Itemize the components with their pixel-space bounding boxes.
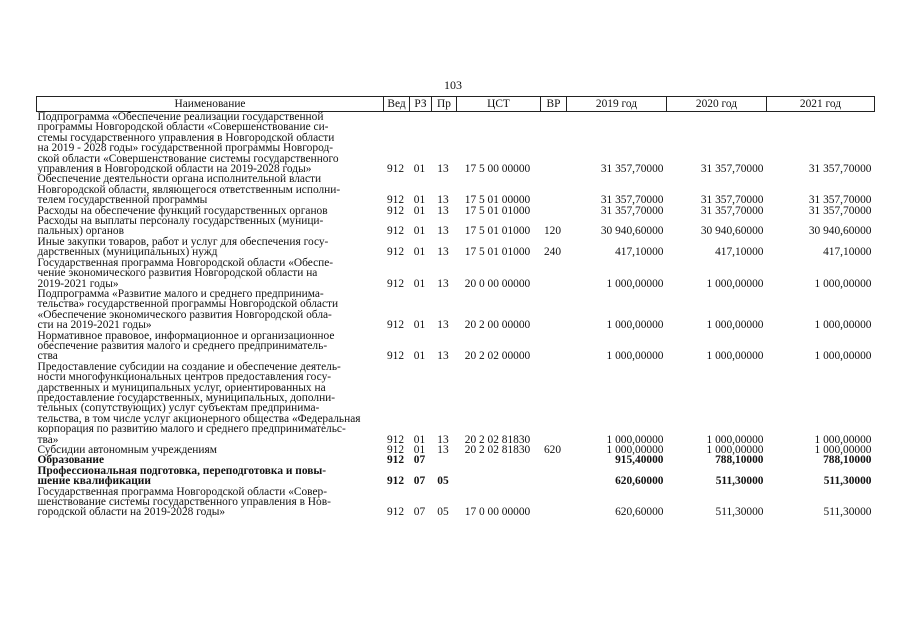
row-name-line: дарственных (муниципальных) нужд (37, 246, 218, 259)
row-vr: 120 (543, 225, 562, 238)
row-name-line: обеспечение развития малого и среднего предприниматель- (37, 339, 328, 352)
row-pr: 13 (437, 194, 449, 207)
row-ved: 912 (386, 194, 405, 207)
row-vr (541, 289, 567, 331)
table-row (37, 112, 875, 175)
row-name-line: чение экономического развития Новгородской области на (37, 267, 318, 280)
row-amount-2021: 417,10000 (823, 246, 872, 259)
row-name-line: «Обеспечение экономического развития Новгородской обла- (37, 308, 332, 321)
row-name-line: Расходы на обеспечение функций государственных органов (37, 204, 328, 217)
row-amount-2019: 31 357,70000 (600, 163, 664, 176)
row-rz: 01 (413, 350, 426, 363)
col-vr-header: ВР (541, 97, 567, 112)
table-row (37, 174, 875, 205)
row-name-line: Обеспечение деятельности органа исполнительной власти (37, 173, 322, 186)
row-rz: 01 (413, 319, 426, 332)
row-amount-2020: 1 000,00000 (706, 350, 764, 363)
row-pr: 13 (437, 163, 449, 176)
table-row (37, 362, 875, 445)
row-name-line: 2019-2021 годы» (37, 277, 119, 290)
row-ved: 912 (386, 225, 405, 238)
row-amount-2021: 31 357,70000 (808, 194, 872, 207)
row-amount-2019: 620,60000 (615, 475, 664, 488)
row-cst (457, 455, 541, 465)
row-rz: 01 (413, 225, 426, 238)
row-cst: 17 5 01 00000 (464, 194, 531, 207)
row-name-line: программы Новгородской области «Совершенствование си- (37, 121, 329, 134)
row-name-line: ства (37, 350, 58, 363)
row-cst: 20 2 02 81830 (464, 444, 531, 456)
col-2021-header: 2021 год (767, 97, 875, 112)
row-name-line: Предоставление субсидии на создание и обеспечение деятель- (37, 360, 341, 373)
row-ved: 912 (386, 204, 405, 217)
row-name-line: тельных (сопутствующих) услуг субъектам предпринима- (37, 402, 320, 415)
col-name-header: Наименование (37, 97, 384, 112)
row-amount-2020: 511,30000 (715, 475, 764, 488)
row-rz: 01 (413, 246, 426, 259)
row-ved: 912 (386, 506, 405, 519)
row-name (37, 331, 384, 362)
row-amount-2020: 31 357,70000 (700, 204, 764, 217)
row-vr (541, 331, 567, 362)
row-amount-2020: 417,10000 (715, 246, 764, 259)
row-ved: 912 (386, 454, 405, 467)
row-vr: 620 (543, 444, 562, 456)
row-amount-2021: 1 000,00000 (814, 350, 872, 363)
table-row (37, 331, 875, 362)
col-2019-header: 2019 год (567, 97, 667, 112)
row-name-line: шенствование системы государственного управления в Нов- (37, 496, 331, 509)
row-name (37, 237, 384, 258)
row-name-line: тельства» государственной программы Новгородской области (37, 298, 339, 311)
row-name-line: Иные закупки товаров, работ и услуг для обеспечения госу- (37, 235, 329, 248)
row-pr: 05 (437, 506, 449, 519)
table-header (37, 97, 875, 112)
row-pr (432, 455, 457, 465)
row-amount-2020: 1 000,00000 (706, 277, 764, 290)
col-cst-header: ЦСТ (457, 97, 541, 112)
row-name-line: шение квалификации (37, 475, 151, 488)
row-name (37, 112, 384, 175)
row-amount-2021: 30 940,60000 (808, 225, 872, 238)
row-name (37, 487, 384, 518)
row-cst: 17 5 01 01000 (464, 225, 531, 238)
row-amount-2021: 31 357,70000 (808, 163, 872, 176)
row-cst: 20 0 00 00000 (464, 277, 531, 290)
row-amount-2020: 30 940,60000 (700, 225, 764, 238)
row-ved: 912 (386, 433, 405, 446)
row-amount-2019: 1 000,00000 (606, 277, 664, 290)
row-name-line: сти на 2019-2021 годы» (37, 319, 152, 332)
row-cst: 17 0 00 00000 (464, 506, 531, 519)
row-rz: 01 (413, 444, 426, 456)
row-amount-2020: 31 357,70000 (700, 163, 764, 176)
row-amount-2019: 620,60000 (615, 506, 664, 519)
row-vr (541, 112, 567, 175)
row-name-line: Подпрограмма «Обеспечение реализации государственной (37, 111, 324, 123)
row-name-line: Государственная программа Новгородской области «Обеспе- (37, 256, 334, 269)
row-name (37, 466, 384, 487)
row-name-line: на 2019 - 2028 годы» государственной программы Новгород- (37, 142, 334, 155)
row-vr (541, 174, 567, 205)
row-ved: 912 (386, 163, 405, 176)
row-name-line: городской области на 2019-2028 годы» (37, 506, 226, 519)
row-name-line: тельства, в том числе услуг акционерного общества «Федеральная (37, 412, 361, 425)
row-amount-2021: 1 000,00000 (814, 277, 872, 290)
row-name-line: управления в Новгородской области на 2019-2028 годы» (37, 163, 312, 176)
row-rz: 01 (413, 204, 426, 217)
row-rz: 07 (413, 475, 426, 488)
row-pr: 13 (437, 319, 449, 332)
row-name-line: пальных) органов (37, 225, 125, 238)
row-amount-2020: 788,10000 (715, 454, 764, 467)
row-amount-2021: 788,10000 (823, 454, 872, 467)
row-amount-2019: 1 000,00000 (606, 444, 664, 456)
row-pr: 13 (437, 277, 449, 290)
table-row (37, 487, 875, 518)
row-amount-2020: 1 000,00000 (706, 319, 764, 332)
row-vr (541, 487, 567, 518)
row-name (37, 216, 384, 237)
row-amount-2020: 511,30000 (715, 506, 764, 519)
row-name-line: Государственная программа Новгородской области «Совер- (37, 485, 328, 498)
col-2020-header: 2020 год (667, 97, 767, 112)
row-name (37, 258, 384, 289)
row-name-line: дарственных и муниципальных услуг, ориентированных на (37, 381, 326, 394)
row-rz: 07 (413, 454, 426, 467)
row-name-line: ской области «Совершенствование системы государственного (37, 152, 339, 165)
row-pr: 13 (437, 444, 449, 456)
col-rz-header: РЗ (410, 97, 432, 112)
row-amount-2019: 1 000,00000 (606, 319, 664, 332)
row-cst: 20 2 02 81830 (464, 433, 531, 446)
row-ved: 912 (386, 319, 405, 332)
row-pr: 13 (437, 225, 449, 238)
row-name (37, 289, 384, 331)
row-cst: 20 2 02 00000 (464, 350, 531, 363)
row-amount-2019: 417,10000 (615, 246, 664, 259)
row-amount-2021: 1 000,00000 (814, 319, 872, 332)
row-cst (457, 466, 541, 487)
row-rz: 01 (413, 433, 426, 446)
row-pr: 13 (437, 433, 449, 446)
table-row (37, 237, 875, 258)
row-name-line: корпорация по развитию малого и среднего предпринимательс- (37, 423, 346, 436)
col-ved-header: Вед (384, 97, 410, 112)
row-name (37, 362, 384, 445)
table-row (37, 216, 875, 237)
row-name-line: стемы государственного управления в Новгородской области (37, 131, 335, 144)
row-vr (541, 466, 567, 487)
row-name-line: Новгородской области, являющегося ответственным исполни- (37, 183, 341, 196)
row-cst: 17 5 00 00000 (464, 163, 531, 176)
row-name-line: ности многофункциональных центров предоставления госу- (37, 371, 332, 384)
row-name-line: телем государственной программы (37, 194, 208, 207)
row-amount-2019: 915,40000 (615, 454, 664, 467)
row-rz: 01 (413, 163, 426, 176)
row-pr: 13 (437, 204, 449, 217)
row-rz: 07 (413, 506, 426, 519)
row-rz: 01 (413, 194, 426, 207)
row-amount-2019: 1 000,00000 (606, 350, 664, 363)
row-vr (541, 206, 567, 216)
row-amount-2021: 1 000,00000 (814, 433, 872, 446)
row-amount-2020: 1 000,00000 (706, 433, 764, 446)
row-cst: 17 5 01 01000 (464, 246, 531, 259)
row-name-line: Субсидии автономным учреждениям (37, 444, 217, 456)
page-number: 103 (444, 78, 462, 92)
row-ved: 912 (386, 444, 405, 456)
row-ved: 912 (386, 246, 405, 259)
row-vr (541, 455, 567, 465)
row-amount-2021: 31 357,70000 (808, 204, 872, 217)
row-name-line: предоставление государственных, муниципальных, дополни- (37, 391, 336, 404)
row-amount-2019: 31 357,70000 (600, 204, 664, 217)
row-amount-2019: 1 000,00000 (606, 433, 664, 446)
row-name-line: Подпрограмма «Развитие малого и среднего предпринима- (37, 287, 324, 300)
row-rz: 01 (413, 277, 426, 290)
row-amount-2020: 1 000,00000 (706, 444, 764, 456)
row-amount-2020: 31 357,70000 (700, 194, 764, 207)
row-name-line: Нормативное правовое, информационное и организационное (37, 329, 335, 342)
row-amount-2019: 31 357,70000 (600, 194, 664, 207)
row-amount-2019: 30 940,60000 (600, 225, 664, 238)
row-pr: 05 (437, 475, 449, 488)
row-pr: 13 (437, 246, 449, 259)
row-vr (541, 362, 567, 445)
row-name-line: Профессиональная подготовка, переподготовка и повы- (37, 464, 327, 477)
table-row (37, 289, 875, 331)
row-name-line: Образование (37, 454, 105, 467)
row-ved: 912 (386, 350, 405, 363)
row-name-line: Расходы на выплаты персоналу государственных (муници- (37, 215, 324, 228)
row-amount-2021: 1 000,00000 (814, 444, 872, 456)
row-amount-2021: 511,30000 (823, 506, 872, 519)
budget-table (36, 96, 875, 518)
col-pr-header: Пр (432, 97, 457, 112)
row-name-line: тва» (37, 433, 59, 446)
row-vr (541, 258, 567, 289)
row-ved: 912 (386, 475, 405, 488)
row-ved: 912 (386, 277, 405, 290)
row-cst: 20 2 00 00000 (464, 319, 531, 332)
row-name (37, 174, 384, 205)
table-row (37, 258, 875, 289)
row-amount-2021: 511,30000 (823, 475, 872, 488)
row-pr: 13 (437, 350, 449, 363)
row-cst: 17 5 01 01000 (464, 204, 531, 217)
table-row (37, 466, 875, 487)
row-vr: 240 (543, 246, 562, 259)
